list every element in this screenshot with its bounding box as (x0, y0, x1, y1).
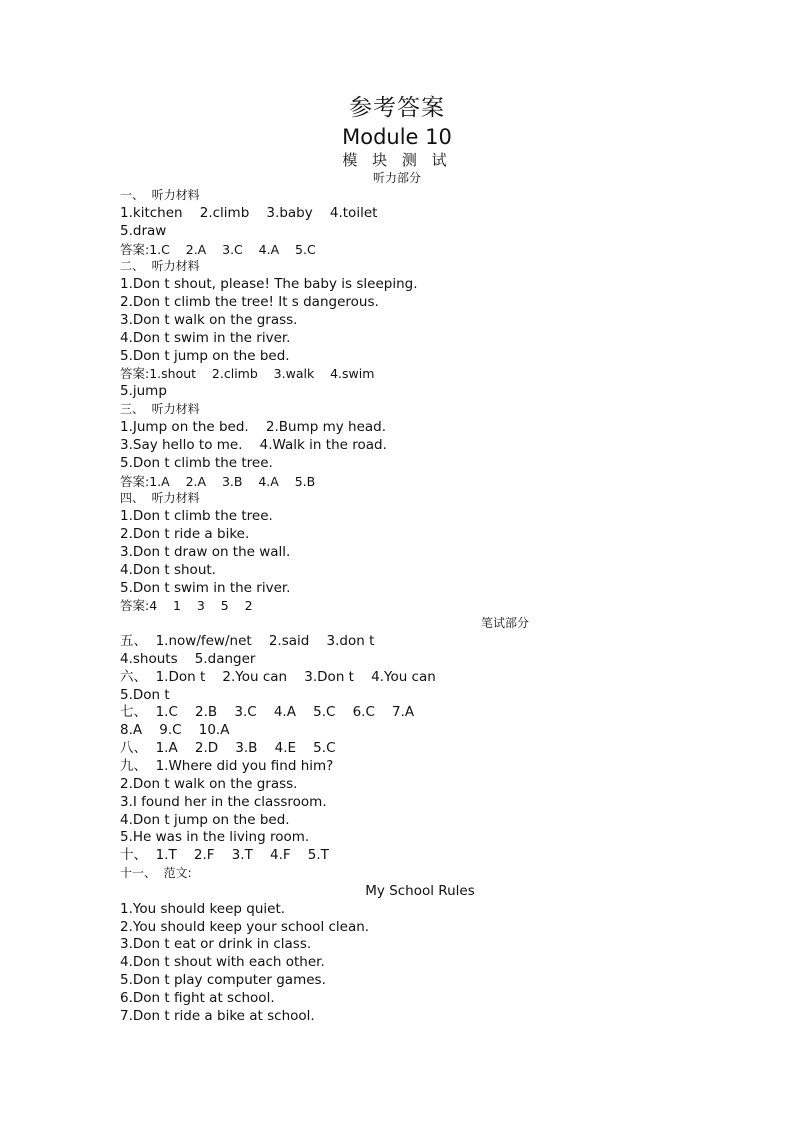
answer-line: 4.Don t swim in the river. (120, 329, 291, 346)
answer-line: 5.He was in the living room. (120, 829, 310, 846)
answer-line: 5.draw (120, 222, 167, 239)
answer-line: 十一、 范文: (120, 866, 192, 881)
answer-line: 五、 1.now/few/net 2.said 3.don t (120, 633, 375, 650)
answer-line: 十、 1.T 2.F 3.T 4.F 5.T (120, 847, 329, 864)
answer-line: 3.I found her in the classroom. (120, 793, 327, 810)
answer-line: 1.Don t shout, please! The baby is sleeping. (120, 276, 418, 293)
answer-line: 2.Don t ride a bike. (120, 526, 250, 543)
answer-line: 答案:4 1 3 5 2 (120, 598, 253, 614)
answer-line: 1.Jump on the bed. 2.Bump my head. (120, 418, 387, 435)
answer-line: 四、 听力材料 (120, 491, 200, 506)
answer-lines (120, 187, 720, 1026)
answer-line: 九、 1.Where did you find him? (120, 758, 334, 774)
answer-line: 4.Don t jump on the bed. (120, 811, 290, 828)
answer-line: 答案:1.C 2.A 3.C 4.A 5.C (120, 241, 316, 257)
answer-line: 1.Don t climb the tree. (120, 508, 273, 525)
answer-line: 4.Don t shout. (120, 561, 216, 578)
answer-line: 5.Don t jump on the bed. (120, 347, 290, 364)
answer-line: 3.Don t walk on the grass. (120, 311, 298, 328)
module-test-heading: 模 块 测 试 (342, 151, 452, 169)
page-title: 参考答案 (349, 95, 445, 121)
answer-line: 7.Don t ride a bike at school. (120, 1007, 315, 1024)
answer-line: 5.Don t play computer games. (120, 972, 326, 989)
answer-line: 1.kitchen 2.climb 3.baby 4.toilet (120, 204, 378, 221)
answer-line: 一、 听力材料 (120, 188, 200, 202)
answer-line: 5.jump (120, 383, 167, 400)
answer-line: 3.Don t draw on the wall. (120, 543, 291, 560)
answer-line: 七、 1.C 2.B 3.C 4.A 5.C 6.C 7.A (120, 704, 415, 721)
answer-line: 1.You should keep quiet. (120, 900, 286, 917)
answer-line: 4.shouts 5.danger (120, 650, 256, 667)
answer-line: 3.Say hello to me. 4.Walk in the road. (120, 436, 387, 453)
listening-section-heading: 听力部分 (372, 171, 421, 185)
answer-line: 2.Don t climb the tree! It s dangerous. (120, 294, 379, 311)
answer-line: 5.Don t climb the tree. (120, 454, 273, 471)
answer-line: 5.Don t swim in the river. (120, 579, 291, 596)
answer-line: 2.You should keep your school clean. (120, 918, 370, 935)
answer-line: 6.Don t fight at school. (120, 989, 275, 1006)
answer-line: 八、 1.A 2.D 3.B 4.E 5.C (120, 740, 336, 757)
answer-line: 三、 听力材料 (120, 402, 200, 417)
answer-line: 六、 1.Don t 2.You can 3.Don t 4.You can (120, 668, 436, 685)
answer-line: 2.Don t walk on the grass. (120, 775, 298, 792)
answer-line: 5.Don t (120, 686, 170, 703)
essay-title: My School Rules (365, 882, 475, 899)
answer-line: 3.Don t eat or drink in class. (120, 936, 312, 953)
answer-line: 答案:1.shout 2.climb 3.walk 4.swim (120, 366, 375, 382)
written-section-heading: 笔试部分 (480, 616, 529, 631)
answer-line: 答案:1.A 2.A 3.B 4.A 5.B (120, 473, 316, 489)
answer-line: 8.A 9.C 10.A (120, 722, 230, 739)
answer-line: 二、 听力材料 (120, 259, 200, 274)
answer-line: 4.Don t shout with each other. (120, 954, 325, 971)
module-heading: Module 10 (342, 125, 452, 149)
